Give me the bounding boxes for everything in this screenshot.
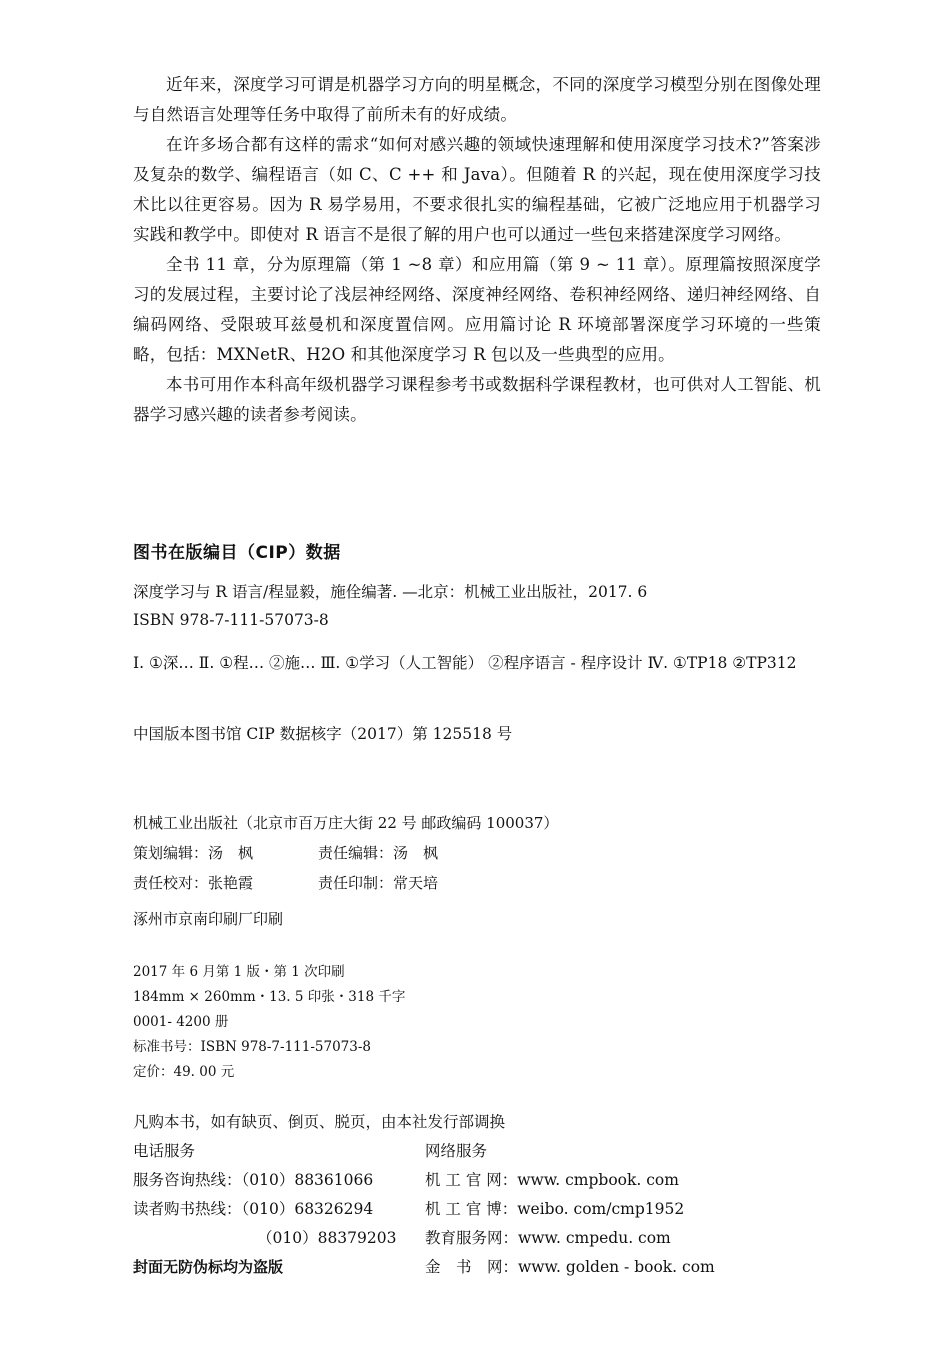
intro-text (133, 70, 821, 430)
proof-row (133, 868, 821, 898)
service-block (133, 1108, 833, 1282)
phone-header: 电话服务 (133, 1142, 196, 1160)
service-row-2 (133, 1195, 833, 1224)
notice: 凡购本书，如有缺页、倒页、脱页，由本社发行部调换 (133, 1113, 506, 1131)
intro-paragraph-2: 在许多场合都有这样的需求“如何对感兴趣的领域快速理解和使用深度学习技术?”答案涉及复杂的数学、编程语言（如 C、C ++ 和 Java）。但随着 R 的兴起，现在使用深度学习技术比以往更容易。因为 R 易学易用，不要求很扎实的编程基础，它被广泛地应用于机器学习实践和教学中。即使对 R 语言不是很了解的用户也可以通过一些包来搭建深度学习网络。 (133, 135, 821, 244)
isbn: 标准书号：ISBN 978-7-111-57073-8 (133, 1039, 372, 1055)
phone-1: 服务咨询热线：（010）88361066 (133, 1171, 374, 1189)
service-row-1 (133, 1166, 833, 1195)
web-4: 金 书 网：www. golden - book. com (425, 1258, 715, 1276)
web-1: 机 工 官 网：www. cmpbook. com (425, 1171, 679, 1189)
print-supervisor: 责任印制：常天培 (318, 874, 439, 892)
cip-record (133, 720, 821, 748)
price: 定价：49. 00 元 (133, 1064, 235, 1080)
printer: 涿州市京南印刷厂印刷 (133, 910, 284, 928)
intro-paragraph-3: 全书 11 章，分为原理篇（第 1 ~8 章）和应用篇（第 9 ~ 11 章）。原理篇按照深度学习的发展过程，主要讨论了浅层神经网络、深度神经网络、卷积神经网络、递归神经网络、自编码网络、受限玻耳兹曼机和深度置信网。应用篇讨论 R 环境部署深度学习环境的一些策略，包括：MXNetR、H2O 和其他深度学习 R 包以及一些典型的应用。 (133, 255, 821, 364)
proofreader: 责任校对：张艳霞 (133, 874, 254, 892)
edition: 2017 年 6 月第 1 版・第 1 次印刷 (133, 964, 345, 980)
cip-line-1: 深度学习与 R 语言/程显毅，施佺编著. —北京：机械工业出版社，2017. 6 (133, 583, 648, 601)
phone-3: （010）88379203 (257, 1229, 397, 1247)
publisher-block (133, 808, 821, 934)
cip-details (133, 578, 821, 634)
responsible-editor: 责任编辑：汤 枫 (318, 844, 439, 862)
planning-editor: 策划编辑：汤 枫 (133, 844, 254, 862)
notice-row (133, 1108, 833, 1137)
cip-line-2: ISBN 978-7-111-57073-8 (133, 611, 329, 629)
specs-block (133, 960, 405, 1085)
service-row-4 (133, 1253, 833, 1282)
anti-piracy: 封面无防伪标均为盗版 (133, 1258, 284, 1276)
web-header: 网络服务 (425, 1142, 488, 1160)
web-3: 教育服务网：www. cmpedu. com (425, 1229, 671, 1247)
intro-paragraph-1: 近年来，深度学习可谓是机器学习方向的明星概念，不同的深度学习模型分别在图像处理与自然语言处理等任务中取得了前所未有的好成绩。 (133, 75, 821, 124)
phone-2: 读者购书热线：（010）68326294 (133, 1200, 374, 1218)
intro-paragraph-4: 本书可用作本科高年级机器学习课程参考书或数据科学课程教材，也可供对人工智能、机器学习感兴趣的读者参考阅读。 (133, 375, 821, 424)
publisher-line: 机械工业出版社（北京市百万庄大街 22 号 邮政编码 100037） (133, 814, 559, 832)
cip-line-3: Ⅰ. ①深… Ⅱ. ①程… ②施… Ⅲ. ①学习（人工智能） ②程序语言 - 程序设计 Ⅳ. ①TP18 ②TP312 (133, 654, 797, 672)
cip-title: 图书在版编目（CIP）数据 (133, 543, 341, 563)
editor-row (133, 838, 821, 868)
web-2: 机 工 官 博：weibo. com/cmp1952 (425, 1200, 685, 1218)
copies: 0001- 4200 册 (133, 1014, 229, 1030)
cip-classification (133, 648, 821, 678)
format: 184mm × 260mm・13. 5 印张・318 千字 (133, 989, 406, 1005)
service-row-3 (133, 1224, 833, 1253)
service-headers (133, 1137, 833, 1166)
intro-section (133, 70, 821, 430)
cip-line-4: 中国版本图书馆 CIP 数据核字（2017）第 125518 号 (133, 725, 513, 743)
